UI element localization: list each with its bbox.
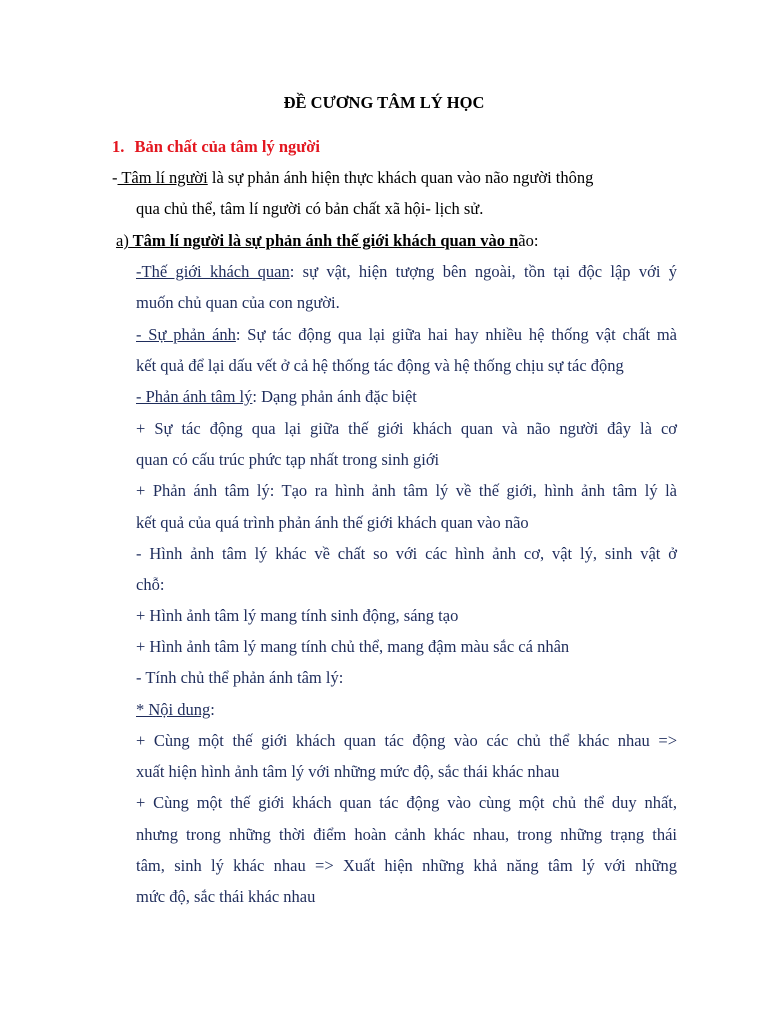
body-line [136, 668, 343, 688]
body-line [136, 575, 164, 595]
line-text: - Hình ảnh tâm lý khác về chất so với các hình ảnh cơ, vật lý, sinh vật ở [136, 544, 677, 563]
line-text: kết quả để lại dấu vết ở cả hệ thống tác động và hệ thống chịu sự tác động [136, 356, 624, 375]
section-number: 1. [112, 137, 125, 156]
body-line [136, 856, 677, 876]
body-line [136, 887, 315, 907]
intro-text: là sự phản ánh hiện thực khách quan vào não người thông [207, 168, 594, 187]
line-text: xuất hiện hình ảnh tâm lý với những mức độ, sắc thái khác nhau [136, 762, 560, 781]
body-line [136, 387, 417, 407]
line-text: : sự vật, hiện tượng bên ngoài, tồn tại độc lập với ý [289, 262, 677, 281]
document-title: ĐỀ CƯƠNG TÂM LÝ HỌC [283, 93, 485, 112]
intro-line-1 [112, 168, 676, 188]
line-text: + Hình ảnh tâm lý mang tính chủ thể, mang đậm màu sắc cá nhân [136, 637, 570, 656]
line-text: + Phản ánh tâm lý: Tạo ra hình ảnh tâm lý về thế giới, hình ảnh tâm lý là [136, 481, 677, 500]
body-line [136, 606, 458, 626]
line-text: chỗ: [136, 575, 165, 594]
body-line [136, 481, 677, 501]
subsection-marker: a) [116, 231, 129, 250]
line-text: kết quả của quá trình phản ánh thế giới khách quan vào não [136, 513, 529, 532]
intro-line-2: qua chủ thể, tâm lí người có bản chất xã hội- lịch sử. [136, 199, 484, 218]
line-text: : Sự tác động qua lại giữa hai hay nhiều hệ thống vật chất mà [235, 325, 677, 344]
term: * Nội dung [136, 700, 211, 719]
intro-dash: - [112, 168, 118, 187]
body-line [136, 700, 215, 720]
term: - Phản ánh tâm lý [136, 387, 253, 406]
line-text: : Dạng phản ánh đặc biệt [252, 387, 417, 406]
body-line [136, 825, 677, 845]
term: -Thế giới khách quan [136, 262, 290, 281]
subsection-title: Tâm lí người là sự phản ánh thế giới khách quan vào n [128, 231, 519, 250]
line-text: nhưng trong những thời điểm hoàn cảnh khác nhau, trong những trạng thái [136, 825, 677, 844]
body-line [136, 325, 677, 345]
body-line [136, 731, 677, 751]
body-line [136, 762, 559, 782]
line-text: quan có cấu trúc phức tạp nhất trong sinh giới [136, 450, 440, 469]
line-text: : [210, 700, 215, 719]
subsection-a-heading [116, 231, 538, 251]
body-line [136, 513, 529, 533]
line-text: + Sự tác động qua lại giữa thế giới khách quan và não người đây là cơ [136, 419, 677, 438]
line-text: + Cùng một thế giới khách quan tác động vào các chủ thể khác nhau => [136, 731, 677, 750]
body-line [136, 419, 677, 439]
body-line [136, 450, 439, 470]
line-text: + Cùng một thế giới khách quan tác động vào cùng một chủ thể duy nhất, [136, 793, 677, 812]
line-text: muốn chủ quan của con người. [136, 293, 340, 312]
line-text: tâm, sinh lý khác nhau => Xuất hiện những khả năng tâm lý với những [136, 856, 677, 875]
section-heading [112, 137, 320, 157]
subsection-tail: ão: [518, 231, 539, 250]
body-line [136, 293, 340, 313]
body-line [136, 544, 677, 564]
intro-term: Tâm lí người [117, 168, 208, 187]
term: - Sự phản ánh [136, 325, 236, 344]
line-text: + Hình ảnh tâm lý mang tính sinh động, sáng tạo [136, 606, 459, 625]
line-text: - Tính chủ thể phản ánh tâm lý: [136, 668, 344, 687]
body-line [136, 637, 569, 657]
body-line [136, 356, 624, 376]
body-line [136, 262, 677, 282]
line-text: mức độ, sắc thái khác nhau [136, 887, 316, 906]
body-line [136, 793, 677, 813]
section-title: Bản chất của tâm lý người [134, 137, 320, 156]
